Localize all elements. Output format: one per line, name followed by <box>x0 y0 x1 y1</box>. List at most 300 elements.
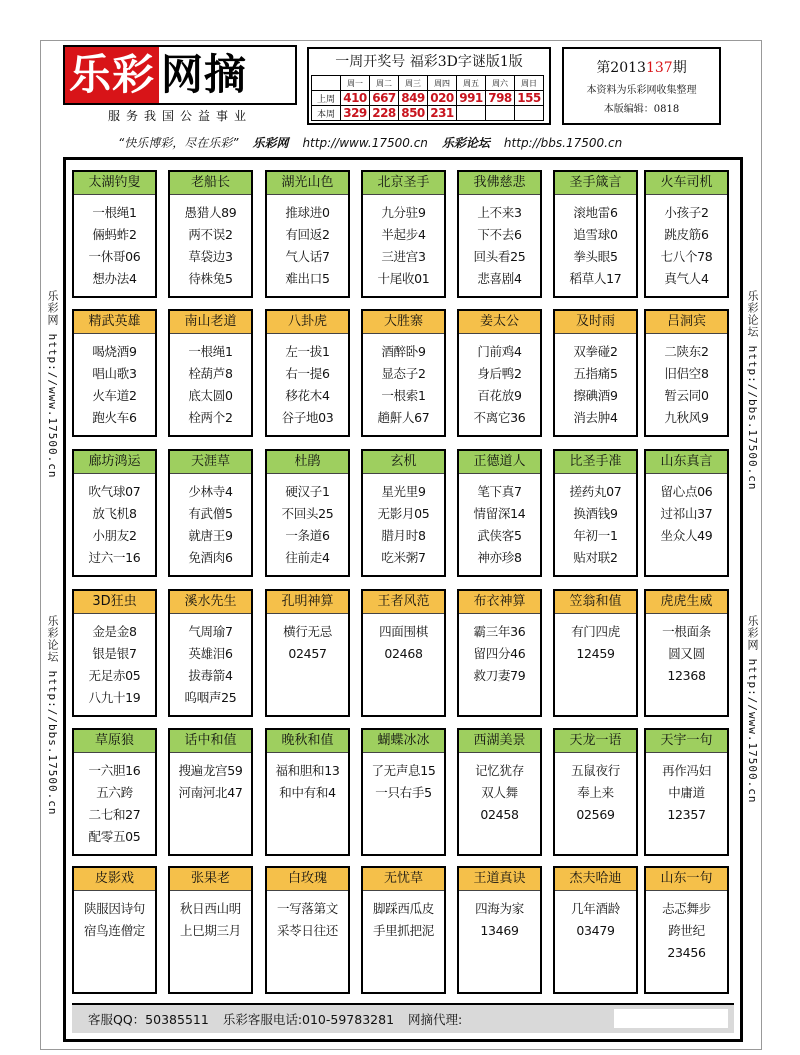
cell-body <box>555 753 636 826</box>
puzzle-cell <box>72 309 157 437</box>
cell-title: 姜太公 <box>459 311 540 334</box>
puzzle-cell <box>361 866 446 994</box>
cell-body <box>74 614 155 709</box>
cell-line: 一休哥06 <box>88 249 141 264</box>
puzzle-cell <box>553 170 638 298</box>
cell-title: 比圣手准 <box>555 451 636 474</box>
cell-line: 02468 <box>384 646 423 661</box>
puzzle-cell <box>168 728 253 856</box>
cell-body <box>363 753 444 804</box>
cell-body <box>459 334 540 429</box>
cell-line: 武侠客5 <box>477 528 522 543</box>
cell-body <box>74 195 155 290</box>
cell-title: 王道真诀 <box>459 868 540 891</box>
cell-body <box>555 614 636 665</box>
cell-line: 暂云同0 <box>664 388 709 403</box>
cell-line: 倆蚂蚱2 <box>92 227 137 242</box>
cell-line: 留四分46 <box>473 646 526 661</box>
cell-line: 03479 <box>576 923 615 938</box>
cell-line: 一只右手5 <box>375 785 432 800</box>
cell-title: 大胜寨 <box>363 311 444 334</box>
puzzle-cell <box>644 728 729 856</box>
puzzle-cell <box>361 309 446 437</box>
cell-line: 换酒钱9 <box>573 506 618 521</box>
cell-body <box>459 195 540 290</box>
cell-line: 真气人4 <box>664 271 709 286</box>
cell-title: 杜鹃 <box>267 451 348 474</box>
cell-line: 再作冯妇 <box>662 763 711 778</box>
puzzle-cell <box>265 589 350 717</box>
side-text-right-top: 乐彩论坛 http://bbs.17500.cn <box>746 290 759 491</box>
cell-title: 廊坊鸿运 <box>74 451 155 474</box>
cell-body <box>555 891 636 942</box>
cell-line: 移花木4 <box>285 388 330 403</box>
puzzle-cell <box>72 449 157 577</box>
cell-line: 半起步4 <box>381 227 426 242</box>
cell-line: 右一提6 <box>285 366 330 381</box>
day-label: 周四 <box>428 76 457 91</box>
cell-title: 虎虎生威 <box>646 591 727 614</box>
cell-title: 蝴蝶冰冰 <box>363 730 444 753</box>
draw-number <box>486 106 515 121</box>
cell-line: 留心点06 <box>660 484 713 499</box>
cell-line: 12459 <box>576 646 615 661</box>
issue-note-source: 本资料为乐彩网收集整理 <box>586 85 697 96</box>
side-text-left-bottom: 乐彩论坛 http://bbs.17500.cn <box>46 615 59 816</box>
cell-line: 身后鸭2 <box>477 366 522 381</box>
draw-number: 849 <box>399 91 428 106</box>
cell-line: 过祁山37 <box>660 506 713 521</box>
cell-title: 晚秋和值 <box>267 730 348 753</box>
cell-line: 福和胆和13 <box>275 763 340 778</box>
cell-line: 三进宫3 <box>381 249 426 264</box>
cell-body <box>74 891 155 942</box>
draw-number <box>457 106 486 121</box>
cell-title: 太湖钓叟 <box>74 172 155 195</box>
cell-line: 吹气球07 <box>88 484 141 499</box>
cell-title: 我佛慈悲 <box>459 172 540 195</box>
cell-line: 气周瑜7 <box>188 624 233 639</box>
puzzle-cell <box>168 309 253 437</box>
puzzle-cell <box>553 589 638 717</box>
day-label: 周日 <box>515 76 544 91</box>
cell-line: 星光里9 <box>381 484 426 499</box>
cell-line: 十尾收01 <box>377 271 430 286</box>
cell-line: 百花放9 <box>477 388 522 403</box>
cell-title: 南山老道 <box>170 311 251 334</box>
cell-line: 趟鼾人67 <box>377 410 430 425</box>
cell-line: 宿鸟连僧定 <box>83 923 145 938</box>
cell-line: 02457 <box>288 646 327 661</box>
draw-number: 667 <box>370 91 399 106</box>
cell-body <box>170 891 251 942</box>
cell-line: 02458 <box>480 807 519 822</box>
cell-line: 腊月时8 <box>381 528 426 543</box>
cell-line: 跳皮筋6 <box>664 227 709 242</box>
cell-line: 栓葫芦8 <box>188 366 233 381</box>
cell-body <box>555 474 636 569</box>
puzzle-cell <box>361 728 446 856</box>
cell-line: 小孩子2 <box>664 205 709 220</box>
cell-title: 杰夫哈迪 <box>555 868 636 891</box>
puzzle-cell <box>265 309 350 437</box>
cell-title: 八卦虎 <box>267 311 348 334</box>
cell-line: 小朋友2 <box>92 528 137 543</box>
cell-line: 年初一1 <box>573 528 618 543</box>
cell-line: 七八个78 <box>660 249 713 264</box>
issue-box <box>562 47 721 125</box>
draw-number: 798 <box>486 91 515 106</box>
cell-line: 无影月05 <box>377 506 430 521</box>
draw-days-row <box>312 76 544 91</box>
cell-body <box>459 614 540 687</box>
cell-line: 拳头眼5 <box>573 249 618 264</box>
cell-line: 横行无忌 <box>283 624 332 639</box>
cell-line: 几年酒龄 <box>571 901 620 916</box>
cell-line: 和中有和4 <box>279 785 336 800</box>
cell-line: 四面围棋 <box>379 624 428 639</box>
cell-line: 吃米粥7 <box>381 550 426 565</box>
cell-line: 左一拔1 <box>285 344 330 359</box>
cell-line: 免酒肉6 <box>188 550 233 565</box>
cell-title: 天龙一语 <box>555 730 636 753</box>
cell-line: 坐众人49 <box>660 528 713 543</box>
day-label: 周二 <box>370 76 399 91</box>
cell-title: 白玫瑰 <box>267 868 348 891</box>
puzzle-cell <box>168 170 253 298</box>
cell-line: 九分驻9 <box>381 205 426 220</box>
cell-line: 一六胆16 <box>88 763 141 778</box>
cell-line: 火车道2 <box>92 388 137 403</box>
site1-url[interactable]: http://www.17500.cn <box>302 136 428 150</box>
cell-title: 3D狂虫 <box>74 591 155 614</box>
cell-line: 手里抓把泥 <box>372 923 434 938</box>
cell-body <box>170 614 251 709</box>
cell-line: 五指痛5 <box>573 366 618 381</box>
cell-line: 英雄泪6 <box>188 646 233 661</box>
cell-line: 悲喜剧4 <box>477 271 522 286</box>
cell-line: 一根绳1 <box>188 344 233 359</box>
logo <box>63 45 297 105</box>
puzzle-cell <box>457 589 542 717</box>
puzzle-cell <box>265 866 350 994</box>
cell-title: 溪水先生 <box>170 591 251 614</box>
site-bar <box>63 133 721 153</box>
cell-line: 二七和27 <box>88 807 141 822</box>
cell-body <box>646 753 727 826</box>
puzzle-cell <box>553 449 638 577</box>
site2-url[interactable]: http://bbs.17500.cn <box>503 136 623 150</box>
cell-line: 酒醉卧9 <box>381 344 426 359</box>
row-label: 上周 <box>312 91 341 106</box>
draw-number: 850 <box>399 106 428 121</box>
cell-line: 二陕东2 <box>664 344 709 359</box>
cell-line: 笔下真7 <box>477 484 522 499</box>
cell-body <box>363 891 444 942</box>
cell-line: 草袋边3 <box>188 249 233 264</box>
draw-number: 020 <box>428 91 457 106</box>
cell-line: 过六一16 <box>88 550 141 565</box>
cell-line: 放飞机8 <box>92 506 137 521</box>
cell-body <box>267 753 348 804</box>
cell-body <box>363 195 444 290</box>
cell-line: 待株兔5 <box>188 271 233 286</box>
draw-number: 228 <box>370 106 399 121</box>
cell-title: 正德道人 <box>459 451 540 474</box>
cell-line: 搓药丸07 <box>569 484 622 499</box>
cell-line: 一条道6 <box>285 528 330 543</box>
cell-body <box>267 334 348 429</box>
draw-title: 一周开奖号 福彩3D字谜版1版 <box>335 54 523 70</box>
cell-title: 及时雨 <box>555 311 636 334</box>
cell-body <box>646 195 727 290</box>
puzzle-cell <box>644 170 729 298</box>
row-label: 本周 <box>312 106 341 121</box>
cell-line: 栓两个2 <box>188 410 233 425</box>
cell-line: 回头看25 <box>473 249 526 264</box>
cell-line: 唱山歌3 <box>92 366 137 381</box>
puzzle-cell <box>644 309 729 437</box>
draw-table <box>311 75 544 121</box>
cell-body <box>363 474 444 569</box>
cell-line: 跑火车6 <box>92 410 137 425</box>
draw-number: 991 <box>457 91 486 106</box>
cell-line: 一根面条 <box>662 624 711 639</box>
draw-number: 155 <box>515 91 544 106</box>
cell-title: 吕洞宾 <box>646 311 727 334</box>
cell-line: 02569 <box>576 807 615 822</box>
footer-phone: 乐彩客服电话:010-59783281 <box>222 1012 395 1027</box>
cell-line: 中庸道 <box>668 785 705 800</box>
cell-line: 奉上来 <box>577 785 614 800</box>
puzzle-cell <box>72 170 157 298</box>
cell-title: 王者风范 <box>363 591 444 614</box>
cell-line: 忐忑舞步 <box>662 901 711 916</box>
draw-row-this-week <box>312 106 544 121</box>
cell-line: 12357 <box>667 807 706 822</box>
cell-title: 无忧草 <box>363 868 444 891</box>
cell-body <box>170 334 251 429</box>
cell-line: 呜咽声25 <box>184 690 237 705</box>
cell-body <box>267 891 348 942</box>
cell-body <box>267 474 348 569</box>
cell-line: 就唐王9 <box>188 528 233 543</box>
cell-line: 有武僧5 <box>188 506 233 521</box>
site2-label: 乐彩论坛 <box>441 136 490 150</box>
cell-line: 一根绳1 <box>92 205 137 220</box>
puzzle-cell <box>457 866 542 994</box>
cell-body <box>267 614 348 665</box>
cell-line: 圆又圆 <box>668 646 705 661</box>
cell-line: 五六跨 <box>96 785 133 800</box>
puzzle-cell <box>72 589 157 717</box>
puzzle-cell <box>361 170 446 298</box>
day-label: 周六 <box>486 76 515 91</box>
footer-qq: 客服QQ：50385511 <box>88 1012 209 1027</box>
puzzle-cell <box>265 170 350 298</box>
cell-line: 两不误2 <box>188 227 233 242</box>
cell-line: 搜遍龙宫59 <box>178 763 243 778</box>
cell-title: 玄机 <box>363 451 444 474</box>
cell-body <box>170 753 251 804</box>
cell-line: 硬汉子1 <box>285 484 330 499</box>
cell-line: 救刀妻79 <box>473 668 526 683</box>
cell-line: 难出口5 <box>285 271 330 286</box>
cell-line: 贴对联2 <box>573 550 618 565</box>
cell-body <box>646 614 727 687</box>
cell-line: 五鼠夜行 <box>571 763 620 778</box>
cell-line: 下不去6 <box>477 227 522 242</box>
draw-row-last-week <box>312 91 544 106</box>
cell-line: 少林寺4 <box>188 484 233 499</box>
cell-body <box>555 334 636 429</box>
cell-line: 双拳碰2 <box>573 344 618 359</box>
puzzle-cell <box>168 449 253 577</box>
cell-line: 稻草人17 <box>569 271 622 286</box>
cell-line: 情留深14 <box>473 506 526 521</box>
cell-body <box>170 195 251 290</box>
footer-agent: 网摘代理: <box>408 1012 463 1027</box>
cell-line: 追雪球0 <box>573 227 618 242</box>
cell-line: 一写落第文 <box>276 901 338 916</box>
cell-title: 湖光山色 <box>267 172 348 195</box>
cell-title: 精武英雄 <box>74 311 155 334</box>
puzzle-cell <box>265 449 350 577</box>
cell-line: 采苓日往还 <box>276 923 338 938</box>
day-label: 周一 <box>341 76 370 91</box>
puzzle-cell <box>168 589 253 717</box>
side-text-right-bottom: 乐彩网 http://www.17500.cn <box>746 615 759 804</box>
cell-line: 四海为家 <box>475 901 524 916</box>
cell-line: 门前鸡4 <box>477 344 522 359</box>
cell-line: 神亦珍8 <box>477 550 522 565</box>
cell-body <box>459 891 540 942</box>
cell-line: 霸三年36 <box>473 624 526 639</box>
cell-body <box>363 334 444 429</box>
cell-title: 皮影戏 <box>74 868 155 891</box>
cell-line: 脚踩西瓜皮 <box>372 901 434 916</box>
puzzle-cell <box>72 866 157 994</box>
puzzle-cell <box>168 866 253 994</box>
cell-title: 老船长 <box>170 172 251 195</box>
draw-number: 329 <box>341 106 370 121</box>
cell-line: 消去肿4 <box>573 410 618 425</box>
issue-number: 第2013137期 <box>596 60 687 76</box>
cell-line: 滚地雷6 <box>573 205 618 220</box>
cell-line: 谷子地03 <box>281 410 334 425</box>
cell-line: 河南河北47 <box>178 785 243 800</box>
cell-title: 天涯草 <box>170 451 251 474</box>
draw-number: 410 <box>341 91 370 106</box>
cell-title: 草原狼 <box>74 730 155 753</box>
cell-title: 布衣神算 <box>459 591 540 614</box>
cell-line: 银是银7 <box>92 646 137 661</box>
cell-line: 推球进0 <box>285 205 330 220</box>
cell-line: 上巳期三月 <box>179 923 241 938</box>
cell-body <box>74 474 155 569</box>
puzzle-cell <box>457 728 542 856</box>
cell-line: 秋日西山明 <box>179 901 241 916</box>
cell-line: 有门四虎 <box>571 624 620 639</box>
puzzle-cell <box>72 728 157 856</box>
cell-body <box>170 474 251 569</box>
puzzle-cell <box>644 589 729 717</box>
cell-title: 北京圣手 <box>363 172 444 195</box>
draw-number <box>515 106 544 121</box>
cell-line: 无足赤05 <box>88 668 141 683</box>
puzzle-cell <box>457 449 542 577</box>
cell-line: 旧侣空8 <box>664 366 709 381</box>
cell-line: 有回返2 <box>285 227 330 242</box>
cell-line: 12368 <box>667 668 706 683</box>
cell-line: 上不来3 <box>477 205 522 220</box>
site-quote: “快乐博彩，尽在乐彩” <box>118 136 239 150</box>
cell-line: 气人话7 <box>285 249 330 264</box>
slogan: 服务我国公益事业 <box>107 109 252 123</box>
cell-body <box>459 474 540 569</box>
cell-line: 擦碘酒9 <box>573 388 618 403</box>
cell-line: 不回头25 <box>281 506 334 521</box>
cell-body <box>74 753 155 848</box>
cell-body <box>646 891 727 964</box>
cell-line: 记忆犹存 <box>475 763 524 778</box>
cell-line: 九秋风9 <box>664 410 709 425</box>
cell-line: 跨世纪 <box>668 923 705 938</box>
cell-line: 底太圆0 <box>188 388 233 403</box>
day-label: 周三 <box>399 76 428 91</box>
day-label: 周五 <box>457 76 486 91</box>
cell-line: 愚猎人89 <box>184 205 237 220</box>
issue-note-editor: 本版编辑：0818 <box>603 104 680 115</box>
puzzle-cell <box>361 449 446 577</box>
site1-label: 乐彩网 <box>252 136 289 150</box>
cell-title: 笠翁和值 <box>555 591 636 614</box>
cell-line: 显态子2 <box>381 366 426 381</box>
puzzle-cell <box>644 866 729 994</box>
logo-part1: 乐彩 <box>65 47 159 103</box>
puzzle-cell <box>553 309 638 437</box>
puzzle-cell <box>457 170 542 298</box>
cell-line: 一根索1 <box>381 388 426 403</box>
cell-title: 山东一句 <box>646 868 727 891</box>
cell-line: 双人舞 <box>481 785 518 800</box>
cell-title: 火车司机 <box>646 172 727 195</box>
puzzle-cell <box>361 589 446 717</box>
cell-line: 了无声息15 <box>371 763 436 778</box>
logo-part2: 网摘 <box>159 47 249 103</box>
cell-line: 想办法4 <box>92 271 137 286</box>
cell-title: 圣手箴言 <box>555 172 636 195</box>
puzzle-cell <box>553 866 638 994</box>
cell-body <box>363 614 444 665</box>
cell-body <box>646 474 727 547</box>
cell-line: 不离它36 <box>473 410 526 425</box>
side-text-left-top: 乐彩网 http://www.17500.cn <box>46 290 59 479</box>
cell-body <box>459 753 540 826</box>
cell-line: 配零五05 <box>88 829 141 844</box>
cell-title: 话中和值 <box>170 730 251 753</box>
draw-results-box <box>307 47 551 125</box>
puzzle-cell <box>644 449 729 577</box>
cell-title: 西湖美景 <box>459 730 540 753</box>
cell-title: 张果老 <box>170 868 251 891</box>
cell-line: 金是金8 <box>92 624 137 639</box>
cell-line: 陕服因诗句 <box>83 901 145 916</box>
cell-title: 山东真言 <box>646 451 727 474</box>
agent-field <box>614 1009 728 1028</box>
cell-body <box>74 334 155 429</box>
cell-body <box>267 195 348 290</box>
